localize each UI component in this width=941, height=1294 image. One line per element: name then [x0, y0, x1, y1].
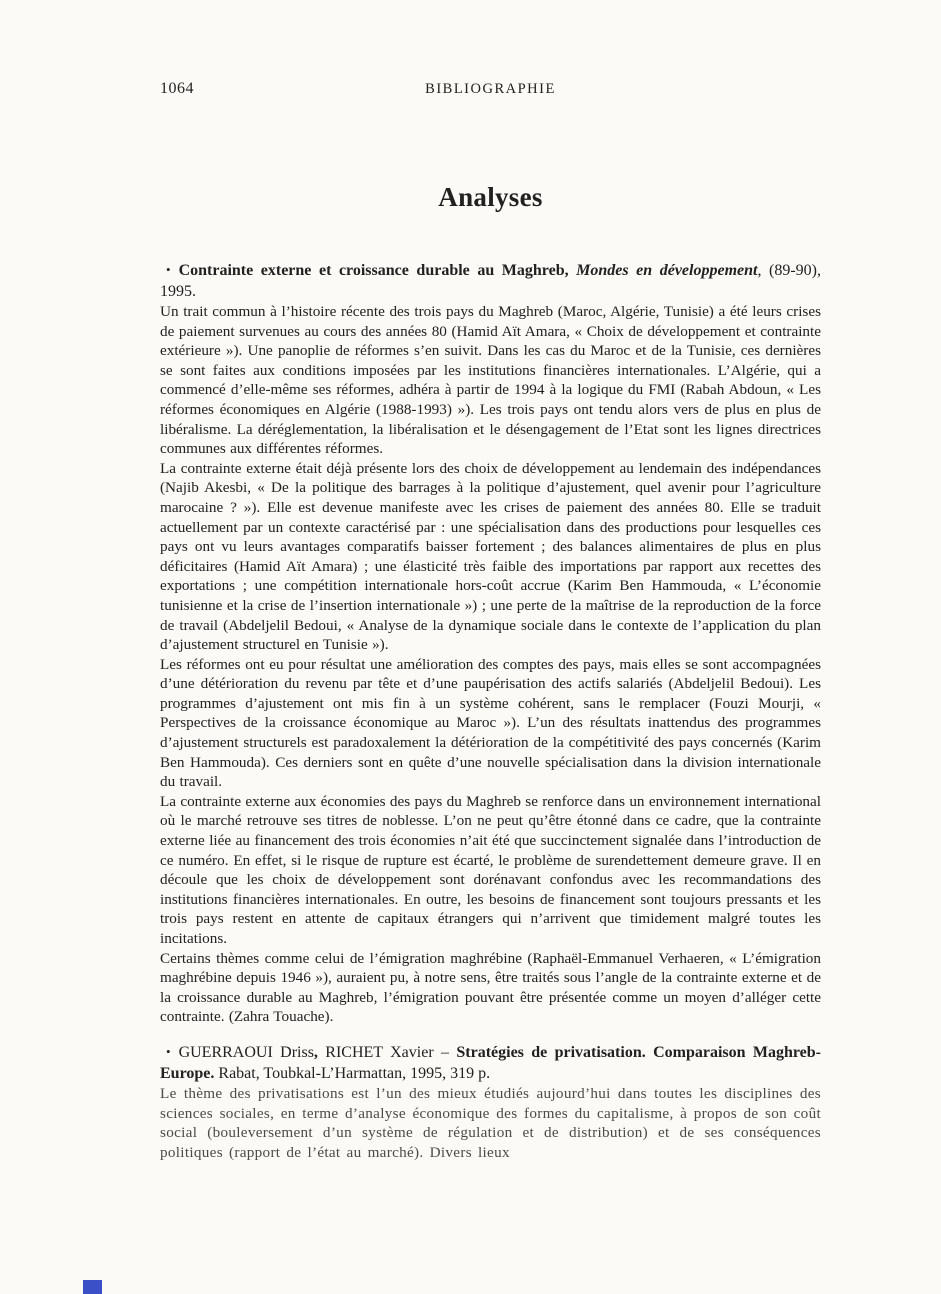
entry-heading-part: Stratégies de privatisation. Comparaison Maghreb-Europe. — [160, 1043, 822, 1082]
entry-paragraph: Un trait commun à l’histoire récente des trois pays du Maghreb (Maroc, Algérie, Tunisie) a été leurs crises de paiement survenues au cours des années 80 (Hamid Aït Amara, « Choix de développement et contrainte extérieure »). Une panoplie de réformes s’en suivit. Dans les cas du Maroc et de la Tunisie, ces dernières se sont faites aux conditions imposées par les institutions financières internationales. L’Algérie, qui a commencé d’elle-même ses réformes, adhéra à partir de 1994 à la logique du FMI (Rabah Abdoun, « Les réformes économiques en Algérie (1988-1993) »). Les trois pays ont tendu alors vers de plus en plus de libéralisme. La déréglementation, la libéralisation et le désengagement de l’Etat sont les lignes directrices communes aux différentes réformes. — [160, 303, 821, 458]
entry-paragraph: La contrainte externe était déjà présente lors des choix de développement au lendemain des indépendances (Najib Akesbi, « De la politique des barrages à la politique d’ajustement, quel avenir pour l’agriculture marocaine ? »). Elle est devenue manifeste avec les crises de paiement des années 80. Elle se traduit actuellement par un contexte caractérisé par : une spécialisation dans des productions pour lesquelles ces pays ont vu leurs avantages comparatifs baisser fortement ; des balances alimentaires de plus en plus déficitaires (Hamid Aït Amara) ; une élasticité très faible des importations par rapport aux recettes des exportations ; une compétition internationale hors-coût accrue (Karim Ben Hammouda, « L’économie tunisienne et la crise de l’insertion internationale ») ; une perte de la maîtrise de la reproduction de la force de travail (Abdeljelil Bedoui, « Analyse de la dynamique sociale dans le contexte de l’application du plan d’ajustement structurel en Tunisie »). — [160, 459, 821, 654]
bibliography-entry — [160, 259, 821, 1027]
entry-heading-part: Rabat, Toubkal-L’Harmattan, 1995, 319 p. — [214, 1064, 491, 1082]
entry-paragraph: Le thème des privatisations est l’un des mieux étudiés aujourd’hui dans toutes les disciplines des sciences sociales, en terme d’analyse économique des formes du capitalisme, à propos de son coût social (bouleversement d’un système de régulation et de distribution) et de ses conséquences politiques (rapport de l’état au marché). Divers lieux — [160, 1084, 821, 1161]
entry-heading-part: , (89-90), 1995. — [160, 262, 822, 300]
scan-artifact — [83, 1280, 102, 1294]
entry-heading-part: RICHET Xavier – — [325, 1043, 457, 1061]
running-title: BIBLIOGRAPHIE — [425, 81, 556, 97]
page-header — [160, 80, 821, 100]
page-number: 1064 — [160, 80, 194, 97]
entry-paragraph: Les réformes ont eu pour résultat une amélioration des comptes des pays, mais elles se sont accompagnées d’une détérioration du revenu par tête et d’une paupérisation des actifs salariés (Abdeljelil Bedoui). Les programmes d’ajustement ont mis fin à un système cohérent, sans le remplacer (Fouzi Mourji, « Perspectives de la croissance économique au Maroc »). L’un des résultats inattendus des programmes d’ajustement structurels est paradoxalement la détérioration de la compétitivité des pays concernés (Karim Ben Hammouda). Ces derniers sont en quête d’une nouvelle spécialisation dans la division internationale du travail. — [160, 655, 821, 791]
entry-paragraph: La contrainte externe aux économies des pays du Maghreb se renforce dans un environnement international où le marché retrouve ses titres de noblesse. L’on ne peut qu’être étonné dans ce cadre, que la contrainte externe liée au financement des trois économies n’ait été que succinctement signalée dans l’introduction de ce numéro. En effet, si le risque de rupture est écarté, le problème de surendettement demeure grave. Il en découle que les choix de développement sont dorénavant confondus avec les recommandations des institutions financières internationales. En outre, les besoins de financement sont toujours pressants et les trois pays restent en attente de capitaux étrangers qui n’arrivent que timidement malgré toutes les incitations. — [160, 792, 821, 947]
text-block — [160, 0, 821, 1162]
entry-heading-part: , — [313, 1043, 326, 1061]
bibliography-entries — [160, 259, 821, 1162]
entry-heading-part: Contrainte externe et croissance durable au Maghreb, — [178, 262, 577, 279]
entry-heading-part: GUERRAOUI Driss — [178, 1043, 314, 1061]
bibliography-entry — [160, 1041, 821, 1162]
entry-heading-part: Mondes en développement — [576, 262, 758, 279]
bullet-icon: • — [166, 262, 171, 277]
entry-paragraph: Certains thèmes comme celui de l’émigration maghrébine (Raphaël-Emmanuel Verhaeren, « L’émigration maghrébine depuis 1946 »), auraient pu, à notre sens, être traités sous l’angle de la contrainte externe et de la croissance durable au Maghreb, l’émigration pouvant être présentée comme un moyen d’alléger cette contrainte. (Zahra Touache). — [160, 949, 821, 1026]
entry-heading — [160, 1041, 821, 1084]
section-title: Analyses — [438, 182, 543, 212]
entry-heading — [160, 259, 821, 302]
bullet-icon: • — [166, 1043, 171, 1059]
